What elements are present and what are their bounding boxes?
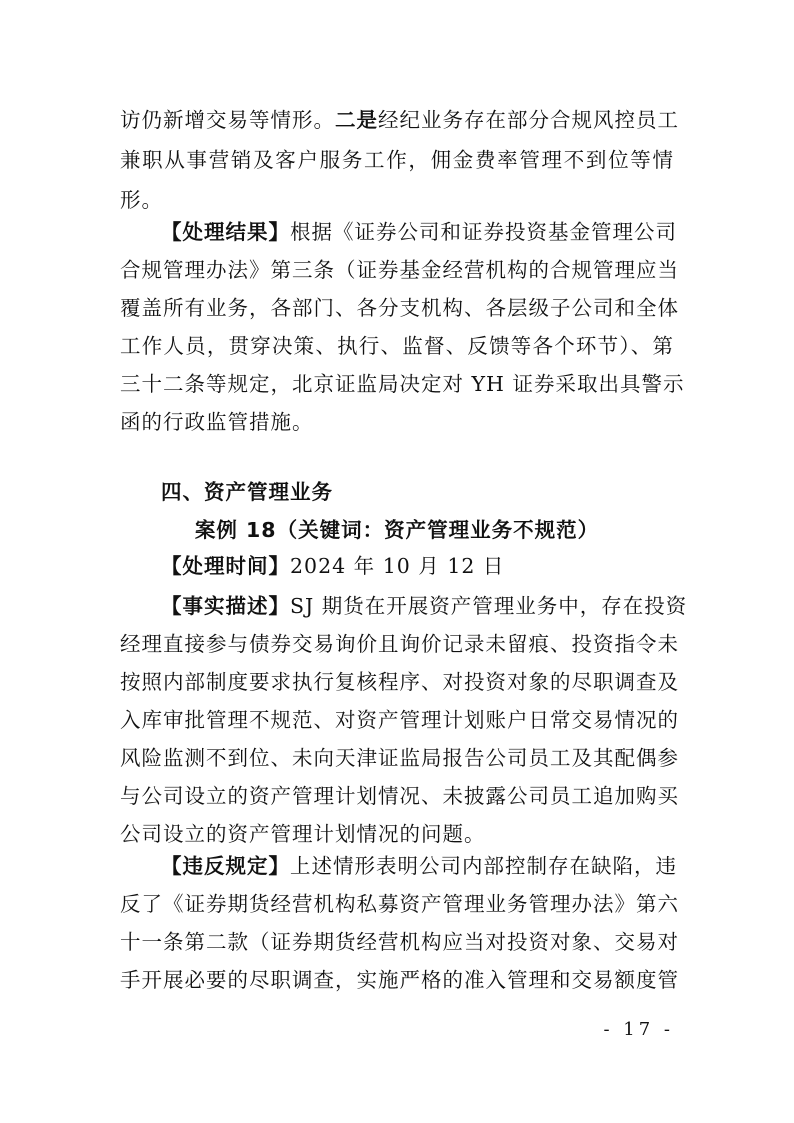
paragraph-line: 合规管理办法》第三条（证券基金经营机构的合规管理应当 bbox=[120, 258, 679, 282]
emphasis-text: 二是 bbox=[335, 108, 378, 132]
text-run: 2024 年 10 月 12 日 bbox=[290, 554, 505, 578]
text-run: 上述情形表明公司内部控制存在缺陷，违 bbox=[290, 854, 677, 878]
paragraph-line bbox=[161, 546, 674, 586]
page-number: - 17 - bbox=[603, 1019, 674, 1040]
section-label: 【处理时间】 bbox=[161, 554, 290, 578]
paragraph-line: 三十二条等规定，北京证监局决定对 YH 证券采取出具警示 bbox=[120, 372, 685, 396]
text-run: 访仍新增交易等情形。 bbox=[120, 108, 335, 132]
section-label: 【违反规定】 bbox=[161, 854, 290, 878]
case-title: 案例 18（关键词：资产管理业务不规范） bbox=[194, 518, 600, 542]
paragraph-line: 手开展必要的尽职调查，实施严格的准入管理和交易额度管 bbox=[120, 968, 679, 992]
paragraph-line: 反了《证券期货经营机构私募资产管理业务管理办法》第六 bbox=[120, 892, 679, 916]
paragraph-line: 兼职从事营销及客户服务工作，佣金费率管理不到位等情 bbox=[120, 148, 674, 172]
paragraph-line: 公司设立的资产管理计划情况的问题。 bbox=[120, 822, 486, 846]
paragraph-line: 覆盖所有业务，各部门、各分支机构、各层级子公司和全体 bbox=[120, 296, 679, 320]
text-run: SJ 期货在开展资产管理业务中，存在投资 bbox=[290, 594, 688, 618]
paragraph-line bbox=[161, 586, 688, 626]
paragraph-line: 十一条第二款（证券期货经营机构应当对投资对象、交易对 bbox=[120, 930, 679, 954]
paragraph-line bbox=[120, 100, 679, 140]
paragraph-line: 风险监测不到位、未向天津证监局报告公司员工及其配偶参 bbox=[120, 746, 679, 770]
section-heading: 四、资产管理业务 bbox=[161, 480, 333, 504]
paragraph-line bbox=[161, 212, 677, 252]
paragraph-line: 经理直接参与债券交易询价且询价记录未留痕、投资指令未 bbox=[120, 632, 679, 656]
paragraph-line: 工作人员，贯穿决策、执行、监督、反馈等各个环节）、第 bbox=[120, 334, 674, 358]
paragraph-line: 函的行政监管措施。 bbox=[120, 410, 314, 434]
paragraph-line: 按照内部制度要求执行复核程序、对投资对象的尽职调查及 bbox=[120, 670, 679, 694]
paragraph-line: 入库审批管理不规范、对资产管理计划账户日常交易情况的 bbox=[120, 708, 679, 732]
section-label: 【事实描述】 bbox=[161, 594, 290, 618]
text-run: 根据《证券公司和证券投资基金管理公司 bbox=[290, 220, 677, 244]
section-label: 【处理结果】 bbox=[161, 220, 290, 244]
text-run: 经纪业务存在部分合规风控员工 bbox=[378, 108, 679, 132]
paragraph-line: 与公司设立的资产管理计划情况、未披露公司员工追加购买 bbox=[120, 784, 679, 808]
paragraph-line: 形。 bbox=[120, 188, 163, 212]
paragraph-line bbox=[161, 846, 677, 886]
